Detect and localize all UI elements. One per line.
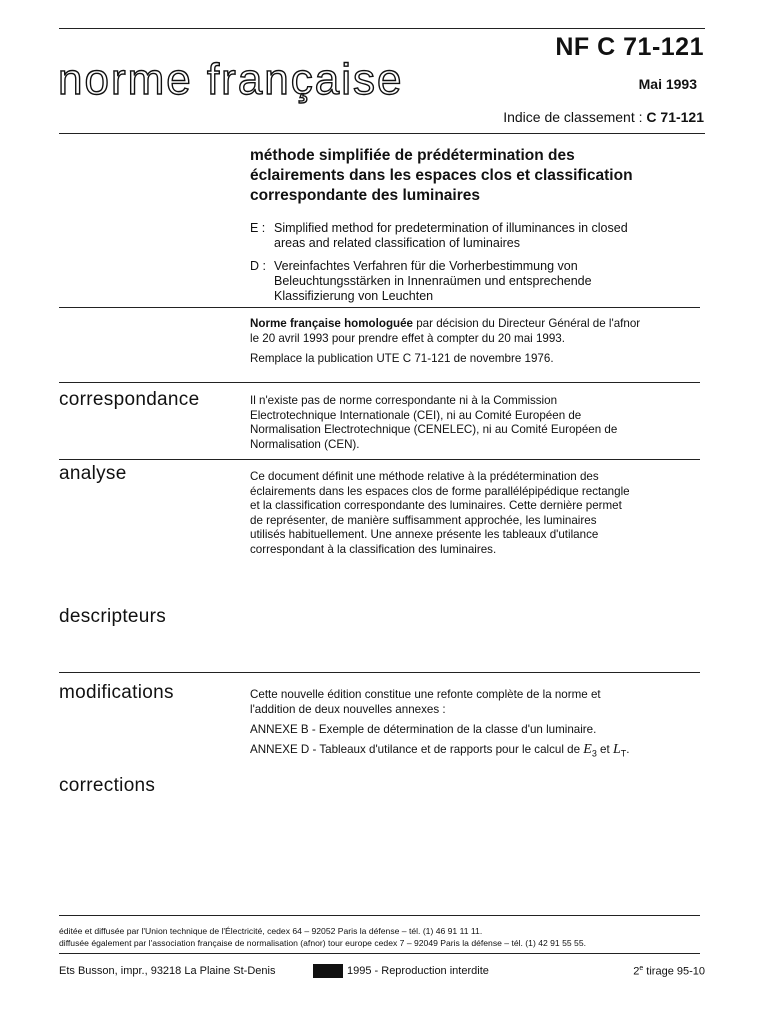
homologation-notice: [250, 317, 705, 367]
variable-e-subscript: 3: [591, 747, 597, 758]
print-run-superscript: e: [639, 965, 644, 972]
analyse-text: [250, 470, 687, 557]
title-line: méthode simplifiée de prédétermination des: [250, 147, 575, 164]
correspondance-text: [250, 394, 687, 452]
text-line: Normalisation Electrotechnique (CENELEC), ni au Comité Européen de: [250, 423, 618, 436]
homologation-text: par décision du Directeur Général de l'afnor: [413, 317, 641, 330]
variable-l: L: [612, 741, 621, 757]
divider: [59, 307, 700, 308]
homologation-text: le 20 avril 1993 pour prendre effet à compter du 20 mai 1993.: [250, 331, 565, 345]
print-run-text: tirage 95-10: [643, 965, 705, 978]
title-line: éclairements dans les espaces clos et classification: [250, 167, 633, 184]
modifications-text: [250, 688, 687, 760]
text-line: Cette nouvelle édition constitue une refonte complète de la norme et: [250, 688, 601, 701]
translation-line: Beleuchtungsstärken in Innenraümen und entsprechende: [274, 274, 592, 288]
section-heading-corrections: corrections: [59, 775, 156, 796]
print-run: [633, 965, 705, 978]
section-heading-analyse: analyse: [59, 463, 127, 484]
indice-label: Indice de classement :: [503, 109, 647, 125]
variable-l-subscript: T: [620, 747, 627, 758]
print-run-number: 2: [633, 965, 640, 978]
lang-label-d: D :: [250, 259, 266, 273]
replaces-notice: Remplace la publication UTE C 71-121 de novembre 1976.: [250, 352, 554, 365]
translation-line: Klassifizierung von Leuchten: [274, 289, 434, 303]
section-heading-modifications: modifications: [59, 682, 174, 703]
variable-e: E: [583, 741, 592, 757]
text-line: utilisés habituellement. Une annexe présente les tableaux d'utilance: [250, 528, 599, 541]
english-translation: [250, 221, 710, 251]
divider: [59, 459, 700, 460]
publisher-info: [59, 925, 709, 949]
annexe-b-item: ANNEXE B - Exemple de détermination de la classe d'un luminaire.: [250, 723, 597, 736]
standard-number: NF C 71-121: [555, 33, 704, 61]
indice-value: C 71-121: [646, 109, 704, 125]
text-line: l'addition de deux nouvelles annexes :: [250, 702, 446, 716]
top-rule: [59, 28, 705, 29]
text-line: et la classification correspondante des luminaires. Cette dernière permet: [250, 499, 622, 512]
translation-line: areas and related classification of luminaires: [274, 236, 520, 250]
annexe-d-text: ANNEXE D - Tableaux d'utilance et de rapports pour le calcul de: [250, 742, 584, 756]
translation-line: Simplified method for predetermination of illuminances in closed: [274, 221, 628, 235]
section-heading-correspondance: correspondance: [59, 389, 200, 410]
publisher-bottom-rule: [59, 953, 700, 954]
text-line: Il n'existe pas de norme correspondante ni à la Commission: [250, 394, 558, 407]
divider: [59, 672, 700, 673]
publication-date: Mai 1993: [638, 76, 697, 92]
translation-line: Vereinfachtes Verfahren für die Vorherbestimmung von: [274, 259, 578, 273]
publisher-top-rule: [59, 915, 700, 916]
period: .: [626, 742, 630, 756]
printer-info: Ets Busson, impr., 93218 La Plaine St-Denis: [59, 965, 276, 977]
header-bottom-rule: [59, 133, 705, 134]
brand-title: norme française: [58, 55, 404, 104]
text-line: Normalisation (CEN).: [250, 437, 360, 451]
publisher-line: éditée et diffusée par l'Union technique de l'Électricité, cedex 64 – 92052 Paris la défense – tél. (1) 46 91 11 11.: [59, 926, 483, 936]
annexe-d-item: [250, 743, 687, 761]
divider: [59, 382, 700, 383]
lang-label-e: E :: [250, 221, 266, 235]
classification-index: [503, 109, 704, 125]
title-line: correspondante des luminaires: [250, 187, 480, 204]
text-line: correspondant à la classification des luminaires.: [250, 542, 497, 556]
text-line: éclairements dans les espaces clos de forme parallélépipédique rectangle: [250, 484, 630, 498]
german-translation: [250, 259, 710, 304]
conjunction: et: [596, 742, 613, 756]
text-line: Ce document définit une méthode relative à la prédétermination des: [250, 470, 599, 483]
publisher-logo: [313, 964, 343, 978]
publisher-line: diffusée également par l'association française de normalisation (afnor) tour europe cedex 7 – 92049 Paris la défense – tél. (1) 42 91 55 55.: [59, 938, 586, 948]
reproduction-notice: 1995 - Reproduction interdite: [347, 965, 489, 977]
section-heading-descripteurs: descripteurs: [59, 606, 167, 627]
document-title: [250, 146, 710, 206]
text-line: de représenter, de manière suffisamment approchée, les luminaires: [250, 513, 597, 527]
homologation-lead: Norme française homologuée: [250, 317, 413, 330]
text-line: Electrotechnique Internationale (CEI), ni au Comité Européen de: [250, 408, 582, 422]
